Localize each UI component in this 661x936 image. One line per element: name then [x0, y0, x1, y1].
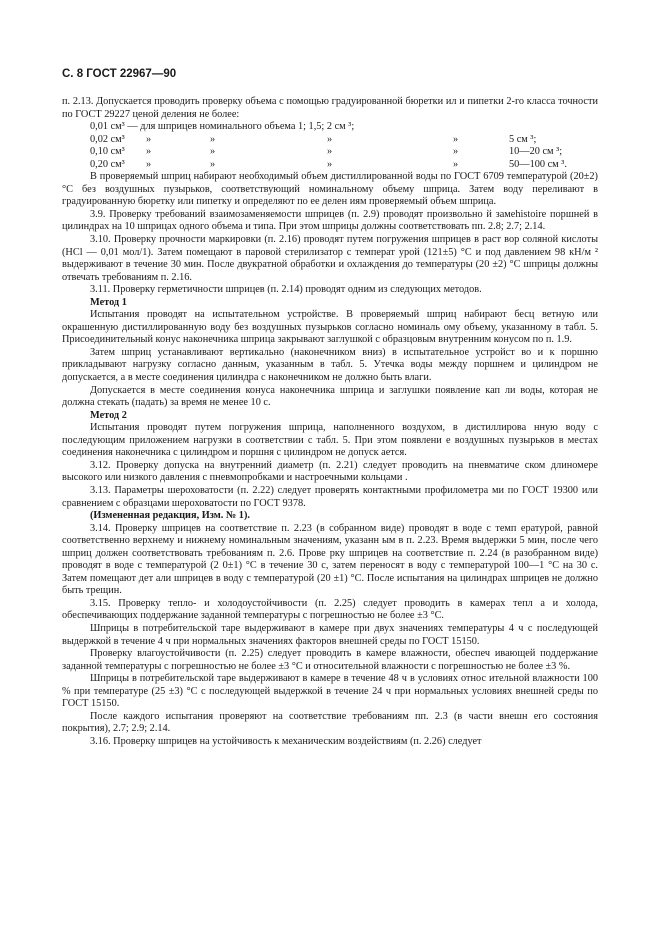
- paragraph-3-15-storage: Шприцы в потребительской таре выдерживают в камере при двух значениях температуры 4 ч с последующей выдержкой в течение 4 ч при нормальных значениях факторов внешней среды по ГОСТ 15150.: [62, 622, 598, 647]
- paragraph-3-16: 3.16. Проверку шприцев на устойчивость к механическим воздействиям (п. 2.26) следует: [90, 735, 482, 747]
- paragraph-3-9: 3.9. Проверку требований взаимозаменяемости шприцев (п. 2.9) проводят произвольно й замеhistoire поршней в цилиндрах на 10 шприцах одного объема и типа. При этом шприцы должны соответствовать пп. 2.8; 2.7; 2.14.: [62, 208, 598, 233]
- tolerance-row: 0,20 см³ » » » » 50—100 см ³.: [90, 158, 567, 170]
- amendment-note: (Измененная редакция, Изм. № 1).: [90, 510, 250, 522]
- paragraph-3-13: 3.13. Параметры шероховатости (п. 2.22) следует проверять контактными профилометра ми по ГОСТ 19300 или сравнением с образцами шероховатости по ГОСТ 9378.: [62, 484, 598, 509]
- document-body: [62, 96, 598, 748]
- method-1-heading: Метод 1: [90, 296, 127, 308]
- paragraph-volume-check: В проверяемый шприц набирают необходимый объем дистиллированной воды по ГОСТ 6709 температурой (20±2) °С без воздушных пузырьков, соответствующий номинальному объему шприца. Затем воду переливают в градуированную бюретку или пипетку и определяют по ее делен иям проверяемый объем шприца.: [62, 171, 598, 208]
- paragraph-method-2: Испытания проводят путем погружения шприца, наполненного воздухом, в дистиллирова нную воду с последующим приложением нагрузки в соответствии с табл. 5. При этом появлени е воздушных пузырьков в местах соединения наконечника с цилиндром и поршня с цилиндром не допуск ается.: [62, 422, 598, 459]
- paragraph-method-1-b: Затем шприц устанавливают вертикально (наконечником вниз) в испытательное устройст во и к поршню прикладывают нагрузку согласно данным, указанным в табл. 5. Утечка воды между поршнем и цилиндром не допускается, а в месте соединения цилиндра с наконечником не должно быть влаги.: [62, 346, 598, 384]
- paragraph-method-1-c: Допускается в месте соединения конуса наконечника шприца и заглушки появление кап ли воды, которая не должна стекать (падать) за время не менее 10 с.: [62, 384, 598, 409]
- paragraph-method-1-a: Испытания проводят на испытательном устройстве. В проверяемый шприц набирают бесц ветную или окрашенную дистиллированную воду без воздушных пузырьков согласно номиналь ому объему, указанному в табл. 5. Присоединительный конус наконечника шприца закрывают заглушкой с образцовым внутренним конусом по п. 1.9.: [62, 309, 598, 346]
- tolerance-list: [62, 134, 598, 172]
- page-header: С. 8 ГОСТ 22967—90: [62, 68, 177, 80]
- paragraph-3-15-after-tests: После каждого испытания проверяют на соответствие требованиям пп. 2.3 (в части внешн его состояния покрытия), 2.7; 2.9; 2.14.: [62, 710, 598, 735]
- paragraph-3-12: 3.12. Проверку допуска на внутренний диаметр (п. 2.21) следует проводить на пневматиче ском длиномере высокого или низкого давления с пневмопробками и настроечными кольцами .: [62, 459, 598, 484]
- paragraph-2-13-continued: п. 2.13. Допускается проводить проверку объема с помощью градуированной бюретки ил и пипетки 2-го класса точности по ГОСТ 29227 ценой деления не более:: [62, 96, 598, 120]
- tolerance-row: 0,02 см³ » » » » 5 см ³;: [90, 133, 537, 145]
- method-2-heading: Метод 2: [90, 409, 127, 421]
- paragraph-3-15-humidity-storage: Шприцы в потребительской таре выдерживают в камере в течение 48 ч в условиях относ ительной влажности 100 % при температуре (25 ±3) °С с последующей выдержкой в течение 24 ч при нормальных условиях внешней среды по ГОСТ 15150.: [62, 673, 598, 710]
- tolerance-line-first: 0,01 см³ — для шприцев номинального объема 1; 1,5; 2 см ³;: [90, 121, 355, 133]
- tolerance-row: 0,10 см³ » » » » 10—20 см ³;: [90, 146, 563, 158]
- paragraph-3-14: 3.14. Проверку шприцев на соответствие п. 2.23 (в собранном виде) проводят в воде с темп ературой, равной соответственно верхнему и нижнему номинальным значениям, указанн ым в п. 2.23. Время выдержки 5 мин, после чего шприц должен соответствовать требованиям п. 2.6. Прове рку шприцев на соответствие п. 2.24 (в разобранном виде) проводят в воде с температурой (2 0±1) °С в течение 30 с, затем переносят в воду с температурой 100—1 °С на 30 с. Затем помещают дет али шприцев в воду с температурой (20 ±1) °С. После испытания на цилиндрах шприцев не должно быть трещин.: [62, 522, 598, 597]
- paragraph-3-15: 3.15. Проверку тепло- и холодоустойчивости (п. 2.25) следует проводить в камерах тепл а и холода, обеспечивающих поддержание заданной температуры с погрешностью не более ±3 °С.: [62, 597, 598, 622]
- paragraph-3-11: 3.11. Проверку герметичности шприцев (п. 2.14) проводят одним из следующих методов.: [90, 284, 482, 296]
- paragraph-3-10: 3.10. Проверку прочности маркировки (п. 2.16) проводят путем погружения шприцев в раст вор соляной кислоты (НСl — 0,01 мол/1). Затем помещают в паровой стерилизатор с температ урой (121±5) °С и под давлением 98 кН/м ² выдерживают в течение 30 мин. После двукратной обработки и охлаждения до температуры (20 ±2) °С шприцы должны отвечать требованиям п. 2.16.: [62, 234, 598, 283]
- paragraph-3-15-humidity: Проверку влагоустойчивости (п. 2.25) следует проводить в камере влажности, обеспеч ивающей поддержание заданной температуры с погрешностью не более ±3 °С и относительной влажности с погрешностью не более ±3 %.: [62, 648, 598, 672]
